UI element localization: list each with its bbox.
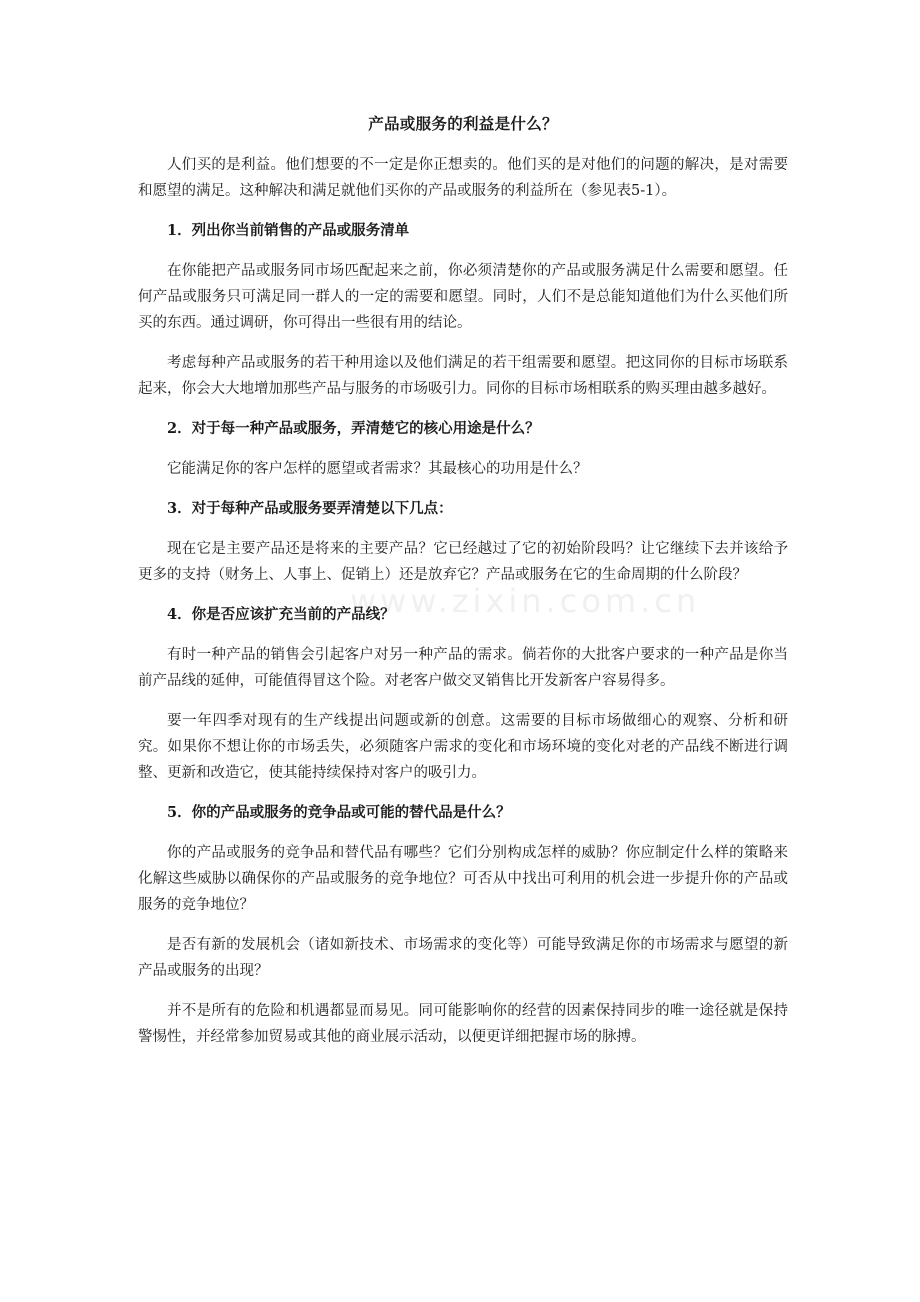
paragraph: 它能满足你的客户怎样的愿望或者需求？其最核心的功用是什么？ — [167, 461, 588, 477]
paragraph: 你的产品或服务的竞争品和替代品有哪些？它们分别构成怎样的威胁？你应制定什么样的策略来化解这些威胁以确保你的产品或服务的竞争地位？可否从中找出可利用的机会进一步提升你的产品或服务的竞争地位？ — [138, 845, 788, 913]
section-heading: 1．列出你当前销售的产品或服务清单 — [167, 222, 410, 239]
paragraph: 并不是所有的危险和机遇都显而易见。同可能影响你的经营的因素保持同步的唯一途径就是保持警惕性，并经常参加贸易或其他的商业展示活动，以便更详细把握市场的脉搏。 — [138, 1003, 788, 1045]
paragraph: 要一年四季对现有的生产线提出问题或新的创意。这需要的目标市场做细心的观察、分析和研究。如果你不想让你的市场丢失，必须随客户需求的变化和市场环境的变化对老的产品线不断进行调整、更新和改造它，使其能持续保持对客户的吸引力。 — [138, 713, 788, 781]
section-heading: 4．你是否应该扩充当前的产品线？ — [167, 606, 395, 623]
document-body — [138, 152, 788, 1050]
paragraph: 在你能把产品或服务同市场匹配起来之前，你必须清楚你的产品或服务满足什么需要和愿望。任何产品或服务只可满足同一群人的一定的需要和愿望。同时，人们不是总能知道他们为什么买他们所买的东西。通过调研，你可得出一些很有用的结论。 — [138, 263, 788, 331]
paragraph: 有时一种产品的销售会引起客户对另一种产品的需求。倘若你的大批客户要求的一种产品是你当前产品线的延伸，可能值得冒这个险。对老客户做交叉销售比开发新客户容易得多。 — [138, 647, 788, 689]
section-heading: 3．对于每种产品或服务要弄清楚以下几点： — [167, 500, 453, 517]
section-heading: 2．对于每一种产品或服务，弄清楚它的核心用途是什么？ — [167, 420, 540, 437]
watermark: www.zixin.com.cn — [350, 582, 701, 620]
paragraph: 考虑每种产品或服务的若干种用途以及他们满足的若干组需要和愿望。把这同你的目标市场联系起来，你会大大地增加那些产品与服务的市场吸引力。同你的目标市场相联系的购买理由越多越好。 — [138, 355, 788, 397]
paragraph: 现在它是主要产品还是将来的主要产品？它已经越过了它的初始阶段吗？让它继续下去并该给予更多的支持（财务上、人事上、促销上）还是放弃它？产品或服务在它的生命周期的什么阶段？ — [138, 541, 788, 583]
paragraph: 是否有新的发展机会（诸如新技术、市场需求的变化等）可能导致满足你的市场需求与愿望的新产品或服务的出现？ — [138, 937, 788, 979]
section-heading: 5．你的产品或服务的竞争品或可能的替代品是什么？ — [167, 804, 511, 821]
document-page — [138, 112, 788, 1064]
paragraph: 人们买的是利益。他们想要的不一定是你正想卖的。他们买的是对他们的问题的解决，是对需要和愿望的满足。这种解决和满足就他们买你的产品或服务的利益所在（参见表5-1）。 — [138, 157, 788, 199]
document-title: 产品或服务的利益是什么？ — [368, 114, 558, 133]
